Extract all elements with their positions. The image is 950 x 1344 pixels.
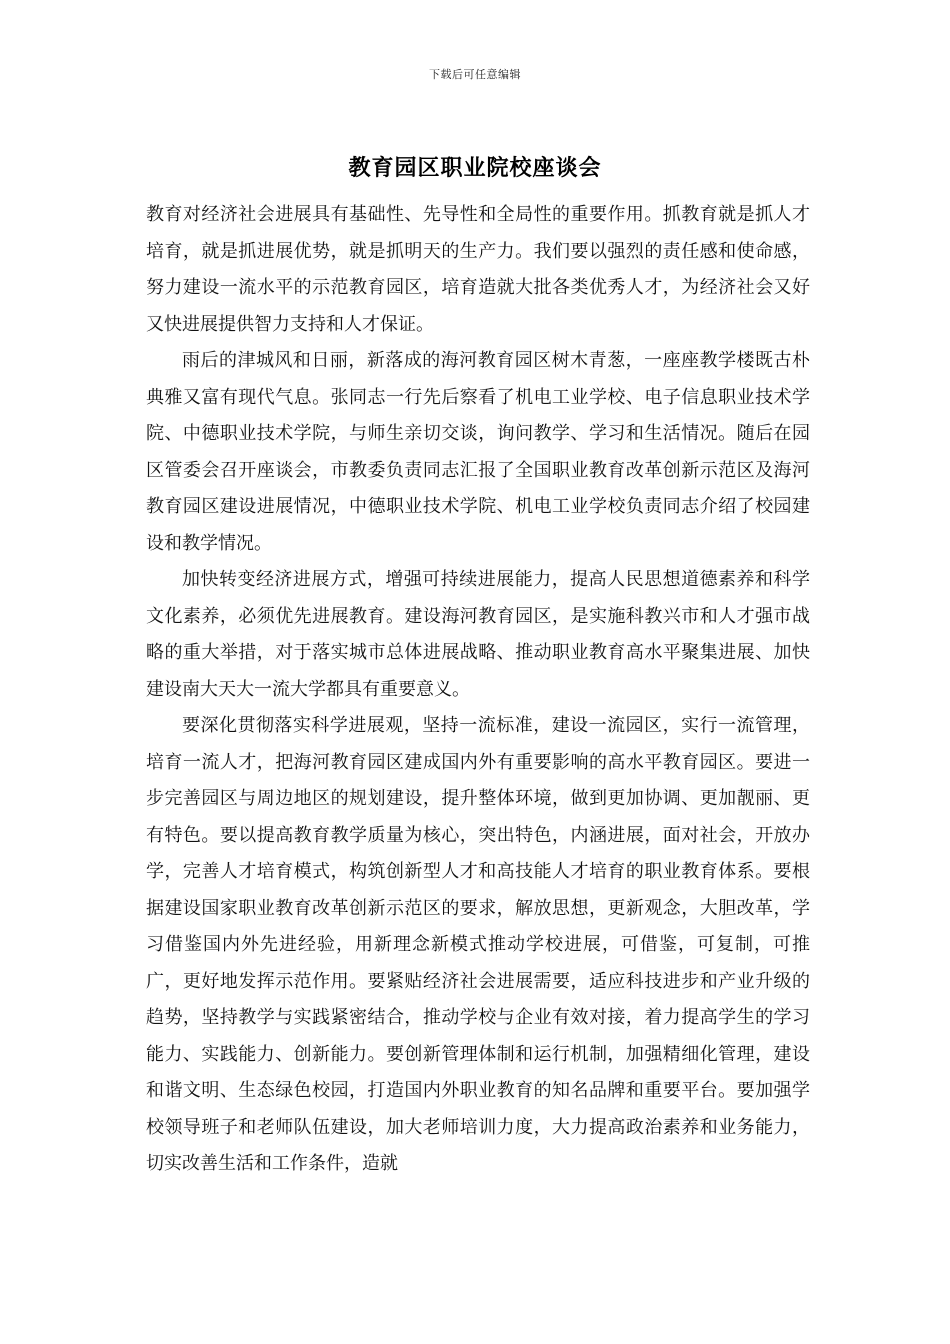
paragraph: 加快转变经济进展方式，增强可持续进展能力，提高人民思想道德素养和科学文化素养，必须优先进展教育。建设海河教育园区，是实施科教兴市和人才强市战略的重大举措，对于落实城市总体进展战略、推动职业教育高水平聚集进展、加快建设南大天大一流大学都具有重要意义。 bbox=[146, 569, 810, 700]
header-note: 下载后可任意编辑 bbox=[429, 68, 521, 81]
document-title: 教育园区职业院校座谈会 bbox=[348, 155, 602, 181]
paragraph: 教育对经济社会进展具有基础性、先导性和全局性的重要作用。抓教育就是抓人才培育，就是抓进展优势，就是抓明天的生产力。我们要以强烈的责任感和使命感，努力建设一流水平的示范教育园区，培育造就大批各类优秀人才，为经济社会又好又快进展提供智力支持和人才保证。 bbox=[146, 204, 810, 335]
document-body bbox=[146, 197, 810, 1183]
paragraph: 雨后的津城风和日丽，新落成的海河教育园区树木青葱，一座座教学楼既古朴典雅又富有现代气息。张同志一行先后察看了机电工业学校、电子信息职业技术学院、中德职业技术学院，与师生亲切交谈，询问教学、学习和生活情况。随后在园区管委会召开座谈会，市教委负责同志汇报了全国职业教育改革创新示范区及海河教育园区建设进展情况，中德职业技术学院、机电工业学校负责同志介绍了校园建设和教学情况。 bbox=[146, 350, 810, 554]
paragraph: 要深化贯彻落实科学进展观，坚持一流标准，建设一流园区，实行一流管理，培育一流人才，把海河教育园区建成国内外有重要影响的高水平教育园区。要进一步完善园区与周边地区的规划建设，提升整体环境，做到更加协调、更加靓丽、更有特色。要以提高教育教学质量为核心，突出特色，内涵进展，面对社会，开放办学，完善人才培育模式，构筑创新型人才和高技能人才培育的职业教育体系。要根据建设国家职业教育改革创新示范区的要求，解放思想，更新观念，大胆改革，学习借鉴国内外先进经验，用新理念新模式推动学校进展，可借鉴，可复制，可推广，更好地发挥示范作用。要紧贴经济社会进展需要，适应科技进步和产业升级的趋势，坚持教学与实践紧密结合，推动学校与企业有效对接，着力提高学生的学习能力、实践能力、创新能力。要创新管理体制和运行机制，加强精细化管理，建设和谐文明、生态绿色校园，打造国内外职业教育的知名品牌和重要平台。要加强学校领导班子和老师队伍建设，加大老师培训力度，大力提高政治素养和业务能力，切实改善生活和工作条件，造就 bbox=[146, 715, 810, 1174]
